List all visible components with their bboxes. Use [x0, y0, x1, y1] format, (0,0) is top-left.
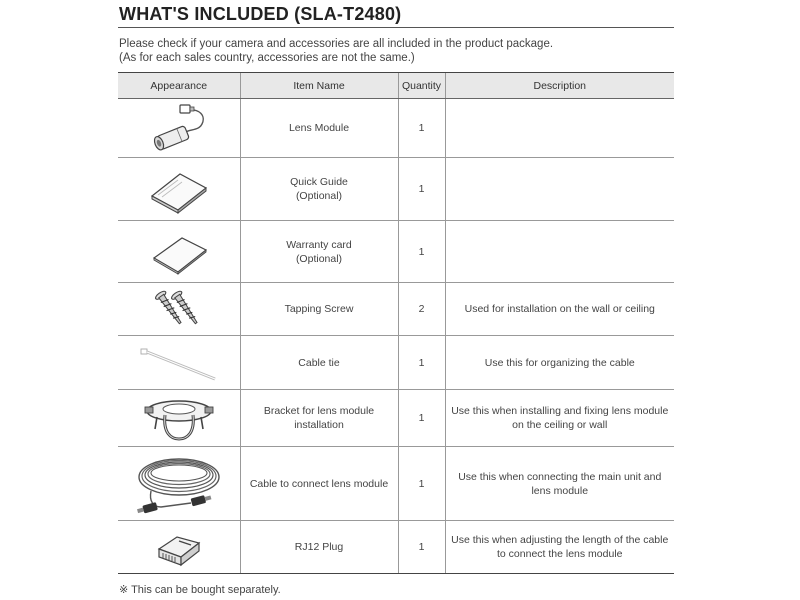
cable-icon	[131, 451, 227, 517]
item-name-cell	[240, 283, 398, 336]
item-name-cell	[240, 99, 398, 158]
table-row	[118, 521, 674, 574]
item-name-cell	[240, 521, 398, 574]
bracket-icon	[137, 393, 221, 443]
appearance-cell	[118, 221, 240, 283]
description-cell: Use this for organizing the cable	[445, 336, 674, 390]
item-name: Cable tie	[298, 356, 340, 369]
item-name: Cable to connect lens module	[249, 477, 389, 490]
quantity-cell: 1	[398, 521, 445, 574]
quantity-cell: 1	[398, 336, 445, 390]
header-quantity: Quantity	[398, 73, 445, 99]
quantity-cell: 1	[398, 447, 445, 521]
appearance-cell	[118, 390, 240, 447]
description-cell: Use this when connecting the main unit and lens module	[445, 447, 674, 521]
intro-line-1: Please check if your camera and accessories are all included in the product package.	[119, 38, 554, 50]
item-name: Quick Guide	[290, 176, 348, 188]
quantity-cell: 1	[398, 390, 445, 447]
description-cell	[445, 158, 674, 221]
item-name: Warranty card	[286, 238, 352, 251]
lens-module-icon	[144, 102, 214, 154]
item-name-cell	[240, 336, 398, 390]
footnote: ※ This can be bought separately.	[119, 584, 281, 596]
item-name: Tapping Screw	[284, 303, 354, 315]
quantity-cell: 1	[398, 158, 445, 221]
quantity-cell: 1	[398, 99, 445, 158]
appearance-cell	[118, 158, 240, 221]
table-header-row	[118, 73, 674, 99]
quantity-cell: 2	[398, 283, 445, 336]
appearance-cell	[118, 99, 240, 158]
included-items-table	[118, 72, 674, 574]
table-row	[118, 99, 674, 158]
intro-text	[119, 37, 553, 65]
item-name-cell	[240, 158, 398, 221]
description-cell: Used for installation on the wall or ceiling	[445, 283, 674, 336]
description-cell: Use this when installing and fixing lens module on the ceiling or wall	[445, 390, 674, 447]
item-name: Lens Module	[288, 122, 350, 134]
item-name-cell	[240, 447, 398, 521]
rj12-plug-icon	[151, 527, 207, 567]
item-name-cell	[240, 221, 398, 283]
title-divider	[118, 27, 674, 28]
appearance-cell	[118, 447, 240, 521]
page-title: WHAT'S INCLUDED (SLA-T2480)	[119, 4, 402, 24]
table-row	[118, 283, 674, 336]
description-cell: Use this when adjusting the length of the cable to connect the lens module	[445, 521, 674, 574]
intro-line-2: (As for each sales country, accessories are not the same.)	[119, 52, 415, 64]
appearance-cell	[118, 283, 240, 336]
description-cell	[445, 99, 674, 158]
table-row	[118, 447, 674, 521]
cable-tie-icon	[137, 343, 221, 383]
header-appearance: Appearance	[118, 73, 240, 99]
header-description: Description	[445, 73, 674, 99]
quick-guide-icon	[144, 164, 214, 214]
item-name-note: (Optional)	[295, 252, 343, 265]
appearance-cell	[118, 521, 240, 574]
description-cell	[445, 221, 674, 283]
table-row	[118, 221, 674, 283]
item-name-cell	[240, 390, 398, 447]
table-row	[118, 390, 674, 447]
warranty-card-icon	[144, 228, 214, 276]
table-row	[118, 158, 674, 221]
header-item-name: Item Name	[240, 73, 398, 99]
item-name-note: (Optional)	[295, 190, 343, 202]
quantity-cell: 1	[398, 221, 445, 283]
tapping-screw-icon	[149, 286, 209, 332]
table-row	[118, 336, 674, 390]
item-name: RJ12 Plug	[294, 541, 344, 553]
appearance-cell	[118, 336, 240, 390]
item-name: Bracket for lens module installation	[263, 405, 375, 431]
